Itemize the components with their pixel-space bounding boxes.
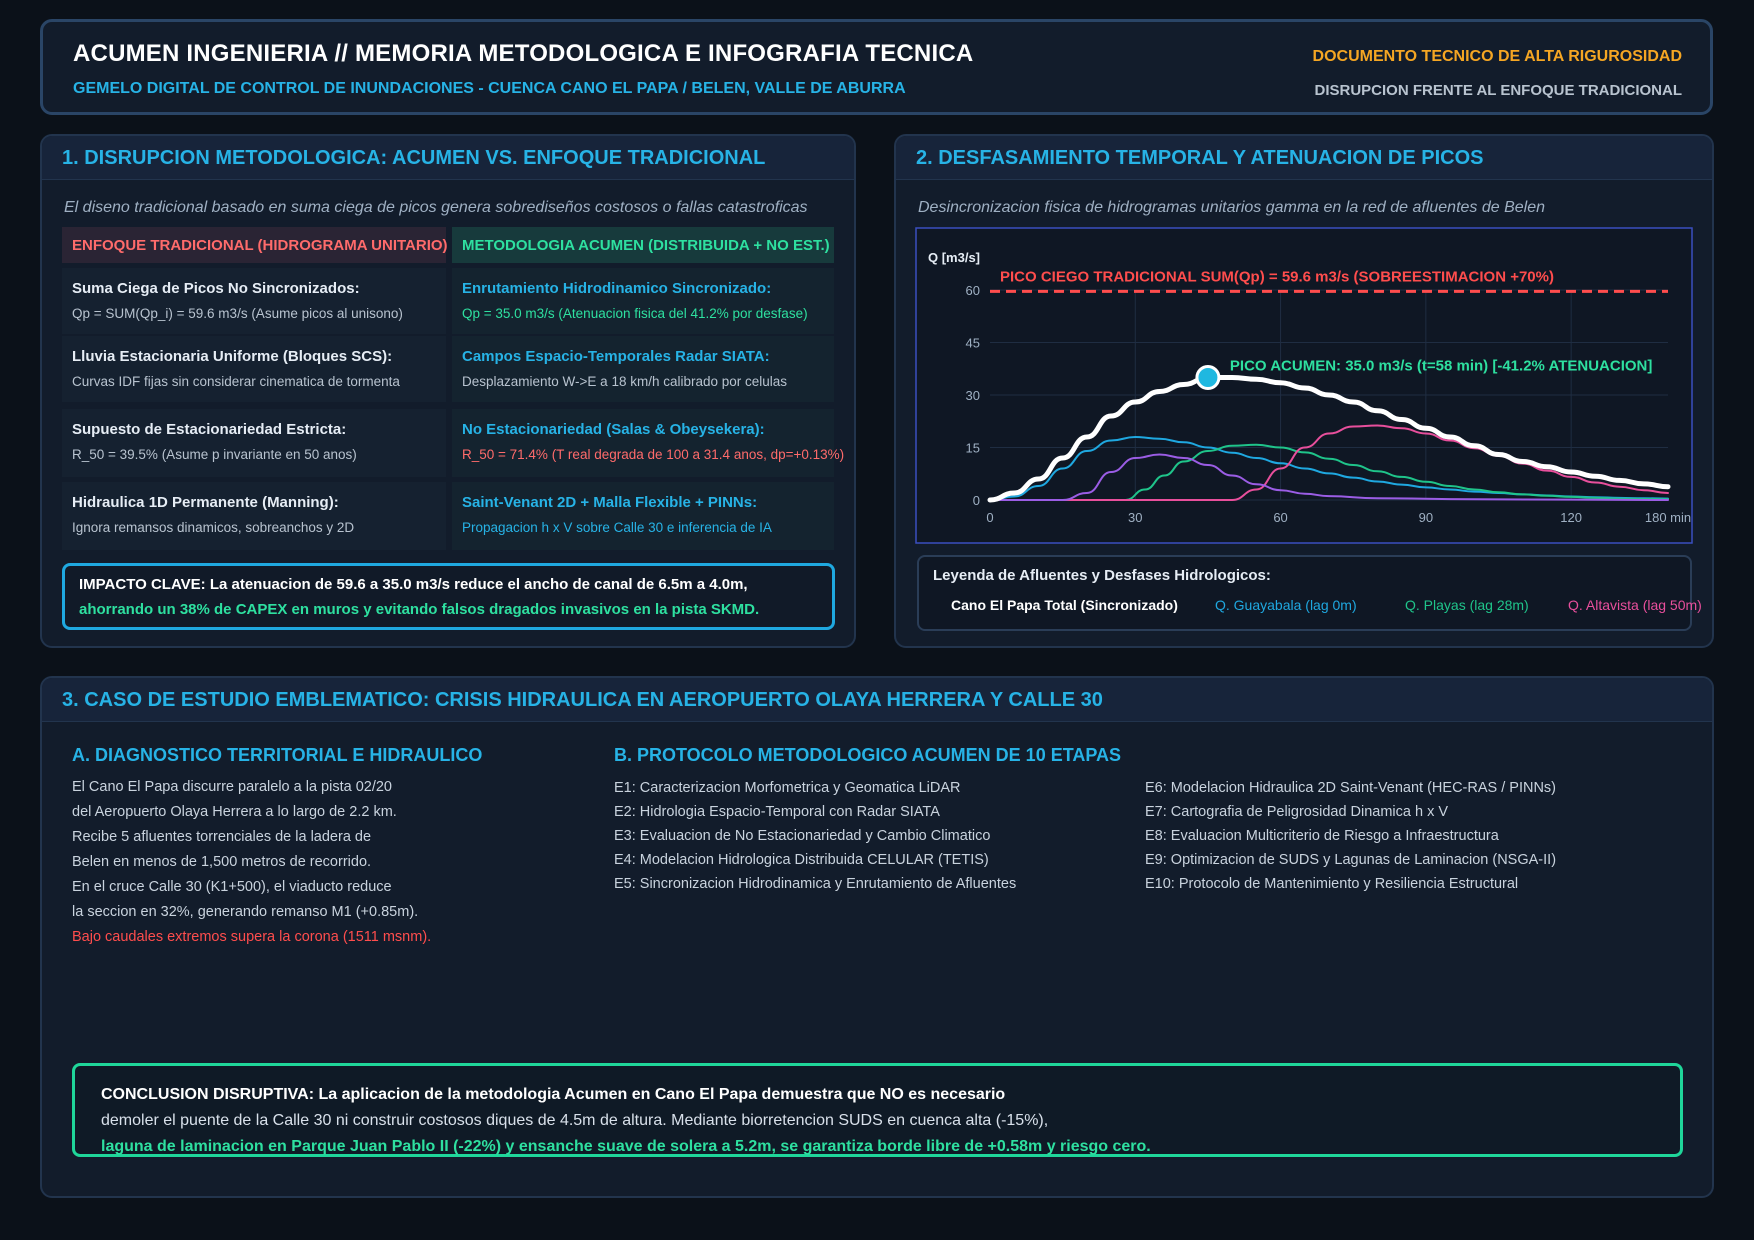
legend-item: Q. Guayabala (lag 0m): [1215, 597, 1357, 613]
protocol-step: E1: Caracterizacion Morfometrica y Geomatica LiDAR: [614, 780, 961, 796]
table-row-acumen: [452, 482, 834, 550]
x-tick-label: 30: [1128, 510, 1143, 525]
row-acumen-head: Enrutamiento Hidrodinamico Sincronizado:: [462, 280, 772, 297]
protocol-step: E5: Sincronizacion Hidrodinamica y Enrutamiento de Afluentes: [614, 876, 1017, 892]
diagnostic-line: la seccion en 32%, generando remanso M1 (+0.85m).: [72, 904, 419, 920]
protocol-step: E2: Hidrologia Espacio-Temporal con Radar SIATA: [614, 804, 940, 820]
diagnostic-line: Recibe 5 afluentes torrenciales de la ladera de: [72, 829, 372, 845]
acumen-peak-label: PICO ACUMEN: 35.0 m3/s (t=58 min) [-41.2% ATENUACION]: [1229, 357, 1653, 375]
impact-box: [62, 563, 835, 630]
impact-line-2: ahorrando un 38% de CAPEX en muros y evitando falsos dragados invasivos en la pista SKMD.: [79, 601, 760, 618]
y-tick-label: 15: [965, 440, 980, 456]
row-traditional-head: Hidraulica 1D Permanente (Manning):: [72, 494, 339, 511]
row-acumen-head: Saint-Venant 2D + Malla Flexible + PINNs:: [462, 494, 758, 511]
hydrograph-chart: [916, 228, 1692, 543]
diagnostic-warning: Bajo caudales extremos supera la corona (1511 msnm).: [72, 929, 432, 945]
table-row-traditional: [62, 482, 446, 550]
row-traditional-head: Suma Ciega de Picos No Sincronizados:: [72, 280, 360, 297]
x-tick-label: 120: [1560, 510, 1582, 525]
table-row-acumen: [452, 268, 834, 334]
col-header-traditional: ENFOQUE TRADICIONAL (HIDROGRAMA UNITARIO): [62, 227, 446, 263]
row-traditional-body: Curvas IDF fijas sin considerar cinematica de tormenta: [72, 374, 400, 389]
x-tick-label: 90: [1418, 510, 1434, 525]
y-tick-label: 45: [965, 335, 980, 351]
y-tick-label: 0: [972, 493, 980, 508]
panel-methodology-header: [42, 136, 854, 180]
document-title: ACUMEN INGENIERIA // MEMORIA METODOLOGICA E INFOGRAFIA TECNICA: [73, 40, 974, 67]
conclusion-line-3: laguna de laminacion en Parque Juan Pablo II (-22%) y ensanche suave de solera a 5.2m, se garantiza borde libre de +0.58m y riesgo cero.: [101, 1138, 1151, 1155]
row-traditional-head: Supuesto de Estacionariedad Estricta:: [72, 421, 347, 438]
row-acumen-body: Propagacion h x V sobre Calle 30 e inferencia de IA: [462, 520, 772, 535]
y-axis-label: Q [m3/s]: [928, 250, 981, 265]
diagnostic-title: A. DIAGNOSTICO TERRITORIAL E HIDRAULICO: [72, 745, 483, 765]
conclusion-line-2: demoler el puente de la Calle 30 ni construir costosos diques de 4.5m de altura. Mediante biorretencion SUDS en cuenca alta (-15%),: [101, 1112, 1049, 1129]
protocol-step: E8: Evaluacion Multicriterio de Riesgo a Infraestructura: [1145, 828, 1499, 844]
legend-item: Q. Playas (lag 28m): [1405, 597, 1529, 613]
protocol-step: E9: Optimizacion de SUDS y Lagunas de Laminacion (NSGA-II): [1145, 852, 1557, 868]
chart-legend: [917, 555, 1702, 631]
diagnostic-line: En el cruce Calle 30 (K1+500), el viaducto reduce: [72, 879, 392, 895]
row-traditional-body: Ignora remansos dinamicos, sobreanchos y 2D: [72, 520, 355, 535]
traditional-peak-label: PICO CIEGO TRADICIONAL SUM(Qp) = 59.6 m3/s (SOBREESTIMACION +70%): [1000, 268, 1554, 286]
panel-case-study-title: 3. CASO DE ESTUDIO EMBLEMATICO: CRISIS HIDRAULICA EN AEROPUERTO OLAYA HERRERA Y CALLE 30: [62, 689, 1103, 711]
y-tick-label: 60: [965, 283, 980, 298]
temporal-intro: Desincronizacion fisica de hidrogramas unitarios gamma en la red de afluentes de Belen: [918, 199, 1546, 216]
panel-case-study-header: [42, 678, 1712, 722]
diagnostic-line: Belen en menos de 1,500 metros de recorrido.: [72, 854, 372, 870]
x-tick-label: 60: [1273, 510, 1288, 525]
table-row-acumen: [452, 336, 834, 402]
panel-temporal-header: [896, 136, 1712, 180]
x-tick-label: 0: [986, 510, 994, 525]
protocol-step: E10: Protocolo de Mantenimiento y Resiliencia Estructural: [1145, 876, 1519, 892]
protocol-step: E3: Evaluacion de No Estacionariedad y Cambio Climatico: [614, 828, 991, 844]
row-traditional-head: Lluvia Estacionaria Uniforme (Bloques SCS):: [72, 348, 393, 365]
legend-item: Q. Altavista (lag 50m): [1568, 597, 1702, 613]
protocol-step: E7: Cartografia de Peligrosidad Dinamica h x V: [1145, 804, 1449, 820]
methodology-intro: El diseno tradicional basado en suma ciega de picos genera sobrediseños costosos o fallas catastroficas: [64, 199, 808, 216]
table-row-traditional: [62, 409, 446, 477]
legend-title: Leyenda de Afluentes y Desfases Hidrologicos:: [933, 567, 1271, 584]
row-traditional-body: R_50 = 39.5% (Asume p invariante en 50 anos): [72, 447, 357, 462]
conclusion-box: [72, 1063, 1683, 1157]
impact-line-1: IMPACTO CLAVE: La atenuacion de 59.6 a 35.0 m3/s reduce el ancho de canal de 6.5m a 4.0m,: [79, 576, 748, 593]
table-row-traditional: [62, 336, 446, 402]
row-acumen-body: Desplazamiento W->E a 18 km/h calibrado por celulas: [462, 374, 788, 389]
panel-temporal-title: 2. DESFASAMIENTO TEMPORAL Y ATENUACION DE PICOS: [916, 147, 1484, 169]
row-traditional-body: Qp = SUM(Qp_i) = 59.6 m3/s (Asume picos al unisono): [72, 306, 403, 321]
document-subtitle: GEMELO DIGITAL DE CONTROL DE INUNDACIONES - CUENCA CANO EL PAPA / BELEN, VALLE DE ABURRA: [73, 80, 906, 97]
diagnostic-line: El Cano El Papa discurre paralelo a la pista 02/20: [72, 779, 392, 795]
row-acumen-body: Qp = 35.0 m3/s (Atenuacion fisica del 41.2% por desfase): [462, 306, 808, 321]
diagnostic-line: del Aeropuerto Olaya Herrera a lo largo de 2.2 km.: [72, 804, 397, 820]
protocol-step: E6: Modelacion Hidraulica 2D Saint-Venant (HEC-RAS / PINNs): [1145, 780, 1556, 796]
row-acumen-body: R_50 = 71.4% (T real degrada de 100 a 31.4 anos, dp=+0.13%): [462, 447, 845, 462]
col-header-acumen: METODOLOGIA ACUMEN (DISTRIBUIDA + NO EST.): [452, 227, 834, 263]
conclusion-line-1: CONCLUSION DISRUPTIVA: La aplicacion de la metodologia Acumen en Cano El Papa demuestra que NO es necesario: [101, 1086, 1006, 1103]
document-tagline: DISRUPCION FRENTE AL ENFOQUE TRADICIONAL: [1314, 82, 1682, 99]
acumen-peak-marker: [1197, 367, 1219, 389]
protocol-title: B. PROTOCOLO METODOLOGICO ACUMEN DE 10 ETAPAS: [614, 745, 1122, 765]
row-acumen-head: No Estacionariedad (Salas & Obeysekera):: [462, 421, 765, 438]
document-header: [40, 19, 1713, 115]
y-tick-label: 30: [965, 388, 980, 403]
document-badge: DOCUMENTO TECNICO DE ALTA RIGUROSIDAD: [1312, 48, 1682, 65]
legend-item: Cano El Papa Total (Sincronizado): [951, 597, 1178, 613]
x-tick-label: 180 min: [1644, 510, 1692, 525]
panel-methodology-title: 1. DISRUPCION METODOLOGICA: ACUMEN VS. ENFOQUE TRADICIONAL: [62, 147, 766, 169]
table-row-acumen: [452, 409, 845, 477]
table-row-traditional: [62, 268, 446, 334]
protocol-step: E4: Modelacion Hidrologica Distribuida CELULAR (TETIS): [614, 852, 989, 868]
row-acumen-head: Campos Espacio-Temporales Radar SIATA:: [462, 348, 770, 365]
